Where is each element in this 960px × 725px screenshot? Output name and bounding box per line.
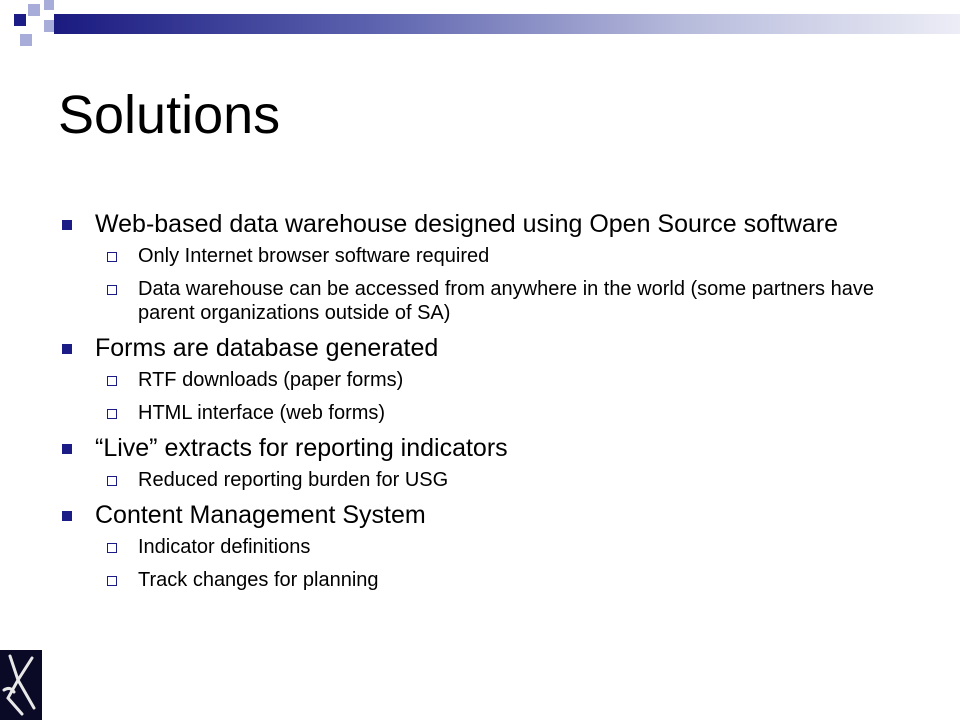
filled-square-icon [62, 220, 72, 230]
sub-list-item-text: Reduced reporting burden for USG [138, 469, 449, 491]
header-gradient-bar [54, 14, 960, 34]
list-item [62, 334, 922, 425]
sub-list-item [95, 244, 922, 268]
list-item-text: Content Management System [95, 501, 426, 529]
sub-list-item-text: Data warehouse can be accessed from anywhere in the world (some partners have parent organizations outside of SA) [138, 278, 874, 324]
list-item-text: Web-based data warehouse designed using Open Source software [95, 210, 839, 238]
hollow-square-icon [107, 476, 117, 486]
filled-square-icon [62, 511, 72, 521]
corner-square-icon [44, 20, 54, 32]
corner-square-icon [20, 34, 32, 46]
stick-figure-logo-icon [0, 650, 42, 720]
hollow-square-icon [107, 376, 117, 386]
sub-list-item-text: Indicator definitions [138, 536, 311, 558]
sub-list-item-text: Track changes for planning [138, 569, 379, 591]
sub-list-item [95, 535, 922, 559]
filled-square-icon [62, 344, 72, 354]
hollow-square-icon [107, 576, 117, 586]
filled-square-icon [62, 444, 72, 454]
sub-list-item [95, 468, 922, 492]
hollow-square-icon [107, 252, 117, 262]
sub-list [95, 535, 922, 592]
sub-list-item-text: HTML interface (web forms) [138, 402, 386, 424]
sub-list [95, 244, 922, 325]
hollow-square-icon [107, 543, 117, 553]
sub-list-item-text: RTF downloads (paper forms) [138, 369, 404, 391]
bullet-list [62, 210, 922, 601]
hollow-square-icon [107, 285, 117, 295]
corner-square-icon [44, 0, 54, 10]
list-item-text: “Live” extracts for reporting indicators [95, 434, 508, 462]
list-item [62, 434, 922, 492]
hollow-square-icon [107, 409, 117, 419]
list-item [62, 501, 922, 592]
list-item [62, 210, 922, 325]
sub-list-item [95, 368, 922, 392]
slide-title: Solutions [58, 85, 281, 145]
sub-list-item [95, 277, 922, 325]
sub-list [95, 368, 922, 425]
sub-list-item-text: Only Internet browser software required [138, 245, 490, 267]
sub-list [95, 468, 922, 492]
sub-list-item [95, 568, 922, 592]
sub-list-item [95, 401, 922, 425]
list-item-text: Forms are database generated [95, 334, 439, 362]
corner-square-icon [14, 14, 26, 26]
corner-square-icon [28, 4, 40, 16]
